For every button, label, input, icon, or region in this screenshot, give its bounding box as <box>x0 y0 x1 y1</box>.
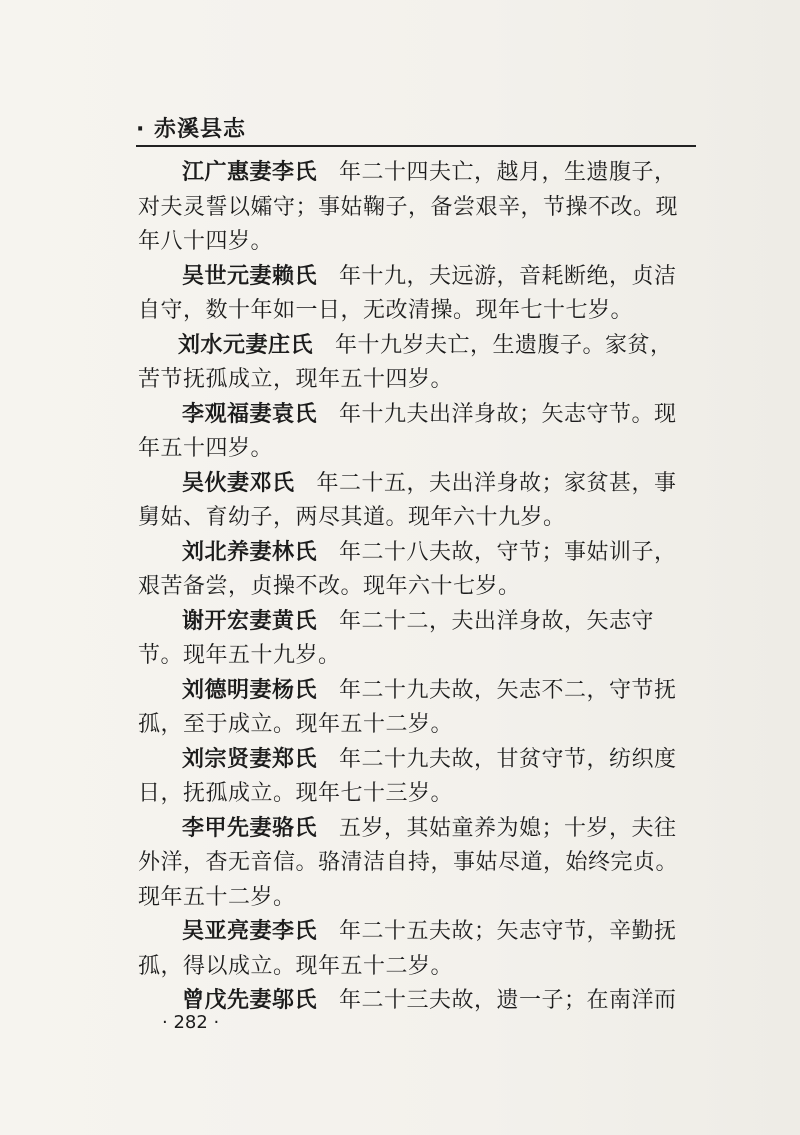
entry-text: 年二十八夫故，守节；事姑训子， <box>339 539 677 565</box>
entry-line: 年八十四岁。 <box>138 229 274 254</box>
entry-line: 年五十四岁。 <box>138 436 274 461</box>
entry-first-line <box>138 743 698 778</box>
entry-name: 刘宗贤妻郑氏 <box>182 746 318 772</box>
entry-first-line <box>138 156 698 191</box>
entry-first-line <box>138 329 698 364</box>
entry-name: 刘德明妻杨氏 <box>182 677 318 703</box>
entry-first-line <box>138 398 698 433</box>
entry-line: 艰苦备尝，贞操不改。现年六十七岁。 <box>138 574 521 599</box>
entry-first-line <box>138 984 698 1019</box>
entry-text: 年十九岁夫亡，生遗腹子。家贫， <box>335 332 673 358</box>
entry-first-line <box>138 674 698 709</box>
entry-first-line <box>138 536 698 571</box>
entry-name: 谢开宏妻黄氏 <box>182 608 318 634</box>
entry-line: 现年五十二岁。 <box>138 884 296 910</box>
entry-name: 吴伙妻邓氏 <box>182 470 295 496</box>
entry-text: 年二十二，夫出洋身故，矢志守 <box>339 608 655 634</box>
entry-first-line <box>138 467 698 502</box>
entry-text: 年二十九夫故，矢志不二，守节抚 <box>339 677 677 703</box>
entry-text: 年二十九夫故，甘贫守节，纺织度 <box>339 746 677 772</box>
entry-line: 孤，得以成立。现年五十二岁。 <box>138 953 454 979</box>
entry-text: 年二十四夫亡，越月，生遗腹子， <box>339 160 677 185</box>
entry-line: 苦节抚孤成立，现年五十四岁。 <box>138 367 454 392</box>
running-header <box>136 112 696 142</box>
entry-line: 外洋，杳无音信。骆清洁自持，事姑尽道，始终完贞。 <box>138 850 679 875</box>
entry-line: 自守，数十年如一日，无改清操。现年七十七岁。 <box>138 298 634 323</box>
header-rule <box>136 145 696 147</box>
entry-first-line <box>138 915 698 950</box>
entry-first-line <box>138 605 698 640</box>
entry-line: 舅姑、育幼子，两尽其道。现年六十九岁。 <box>138 505 566 530</box>
entry-line: 节。现年五十九岁。 <box>138 643 341 668</box>
entry-name: 吴世元妻赖氏 <box>182 263 318 289</box>
entry-name: 江广惠妻李氏 <box>182 160 318 185</box>
entry-text: 年二十五，夫出洋身故；家贫甚，事 <box>316 470 677 496</box>
entry-line: 孤，至于成立。现年五十二岁。 <box>138 712 454 737</box>
entry-text: 年十九夫出洋身故；矢志守节。现 <box>339 401 677 427</box>
entry-text: 年二十三夫故，遗一子；在南洋而 <box>339 988 677 1013</box>
entry-first-line <box>138 812 698 847</box>
entry-text: 年十九，夫远游，音耗断绝，贞洁 <box>339 263 677 289</box>
entry-name: 刘水元妻庄氏 <box>178 332 314 358</box>
entry-line: 对夫灵誓以孀守；事姑鞠子，备尝艰辛，节操不改。现 <box>138 194 679 220</box>
page-body <box>138 156 698 1019</box>
entry-first-line <box>138 260 698 295</box>
entry-name: 刘北养妻林氏 <box>182 539 318 565</box>
entry-line: 日，抚孤成立。现年七十三岁。 <box>138 781 454 806</box>
entry-text: 年二十五夫故；矢志守节，辛勤抚 <box>339 919 677 944</box>
entry-name: 吴亚亮妻李氏 <box>182 919 318 944</box>
entry-name: 李观福妻袁氏 <box>182 401 318 427</box>
entry-text: 五岁，其姑童养为媳；十岁，夫往 <box>339 815 677 841</box>
page-number: · 282 · <box>162 1012 220 1033</box>
entry-name: 李甲先妻骆氏 <box>182 815 318 841</box>
entry-name: 曾戊先妻邬氏 <box>182 988 318 1013</box>
book-title: · 赤溪县志 <box>136 117 247 142</box>
